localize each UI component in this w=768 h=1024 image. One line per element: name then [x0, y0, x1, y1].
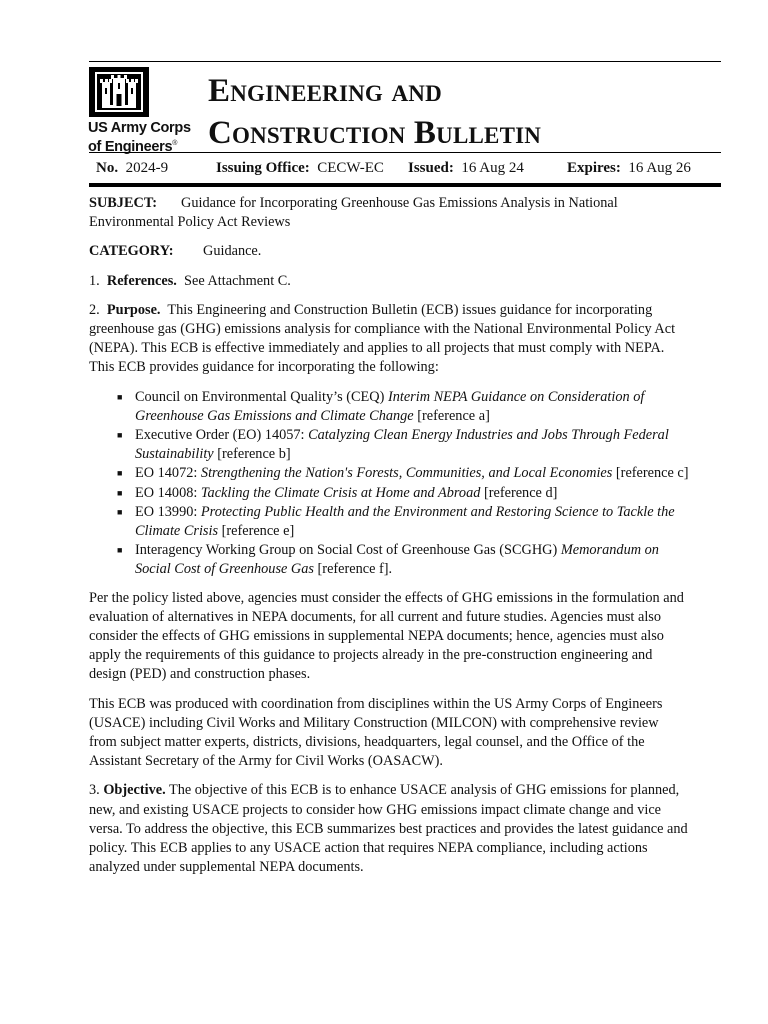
objective-paragraph: [89, 781, 689, 877]
bulletin-title: [208, 70, 541, 154]
issuing-office: [216, 158, 384, 178]
square-bullet-icon: ■: [117, 545, 123, 556]
header-thick-rule: [89, 183, 721, 187]
category-text: Guidance.: [203, 243, 262, 260]
category-label: CATEGORY:: [89, 243, 174, 260]
bulletin-meta-row: [96, 158, 716, 180]
purpose-text: This Engineering and Construction Bulletin (ECB) issues guidance for incorporating greenhouse gas (GHG) emissions analysis for compliance with the National Environmental Policy Act (NEPA). This ECB is effective immediately and applies to all projects that must comply with NEPA. This ECB provides guidance for incorporating the following:: [89, 301, 676, 376]
square-bullet-icon: ■: [117, 506, 123, 517]
issued-value: 16 Aug 24: [461, 160, 524, 176]
objective-label: Objective.: [103, 782, 166, 799]
list-item: ■ Council on Environmental Quality’s (CEQ) Interim NEPA Guidance on Consideration of Greenhouse Gas Emissions and Climate Change [reference a]: [117, 388, 645, 424]
title-line-1: Engineering and: [208, 73, 442, 109]
purpose-label: Purpose.: [106, 301, 161, 318]
square-bullet-icon: ■: [117, 468, 123, 479]
list-item: ■ Interagency Working Group on Social Cost of Greenhouse Gas (SCGHG) Memorandum on Social Cost of Greenhouse Gas [reference f].: [117, 542, 659, 578]
purpose-number: 2.: [89, 301, 100, 318]
policy-paragraph: Per the policy listed above, agencies must consider the effects of GHG emissions in the formulation and evaluation of alternatives in NEPA documents, for all current and future studies. Agencies must also consider the effects of GHG emissions in supplemental NEPA documents; hence, agencies must also apply the requirements of this guidance to projects already in the pre-construction engineering and design (PED) and construction phases.: [89, 589, 684, 683]
objective-text: The objective of this ECB is to enhance USACE analysis of GHG emissions for planned, new, and existing USACE projects to consider how GHG emissions impact climate change and vice versa. To address the objective, this ECB summarizes best practices and provides the latest guidance and policy. This ECB applies to any USACE action that requires NEPA compliance, including actions analyzed under supplemental NEPA documents.: [89, 782, 688, 876]
list-item: ■ EO 13990: Protecting Public Health and the Environment and Restoring Science to Tackle the Climate Crisis [reference e]: [117, 503, 675, 540]
office-value: CECW-EC: [317, 160, 384, 176]
subject-paragraph: [89, 194, 689, 232]
purpose-paragraph: [89, 301, 689, 378]
office-label: Issuing Office:: [216, 160, 310, 176]
logo-line-1: US Army Corps: [88, 120, 191, 136]
castle-logo-icon: [89, 67, 149, 117]
number-value: 2024-9: [125, 160, 169, 176]
number-label: No.: [96, 160, 119, 176]
list-item: ■ EO 14072: Strengthening the Nation's Forests, Communities, and Local Economies [reference c]: [135, 464, 689, 483]
expires-date: [567, 158, 691, 178]
subject-text: Guidance for Incorporating Greenhouse Gas Emissions Analysis in National Environmental Policy Act Reviews: [89, 195, 618, 231]
square-bullet-icon: ■: [117, 391, 123, 402]
logo-line-2: of Engineers: [88, 138, 173, 155]
issued-date: [408, 158, 524, 178]
usace-wordmark: [88, 121, 191, 155]
references-paragraph: [89, 272, 689, 291]
references-text: See Attachment C.: [184, 272, 291, 289]
references-label: References.: [106, 272, 177, 289]
meta-rule: [89, 152, 721, 153]
top-rule: [89, 61, 721, 62]
coordination-paragraph: This ECB was produced with coordination from disciplines within the US Army Corps of Engineers (USACE) including Civil Works and Military Construction (MILCON) with comprehensive review from subject matter experts, districts, divisions, headquarters, legal counsel, and the Office of the Assistant Secretary of the Army for Civil Works (OASACW).: [89, 695, 663, 770]
registered-mark: ®: [172, 140, 178, 147]
references-number: 1.: [89, 272, 100, 289]
reference-bullet-list: [89, 388, 689, 580]
subject-label: SUBJECT:: [89, 195, 158, 211]
bulletin-number: [96, 158, 168, 178]
square-bullet-icon: ■: [117, 487, 123, 498]
objective-number: 3.: [89, 782, 100, 799]
category-paragraph: [89, 242, 689, 261]
title-line-2: Construction Bulletin: [208, 115, 542, 151]
expires-value: 16 Aug 26: [628, 160, 691, 176]
list-item: ■ EO 14008: Tackling the Climate Crisis at Home and Abroad [reference d]: [135, 484, 689, 503]
expires-label: Expires:: [567, 160, 621, 176]
list-item: ■ Executive Order (EO) 14057: Catalyzing Clean Energy Industries and Jobs Through Federal Sustainability [reference b]: [117, 427, 669, 463]
square-bullet-icon: ■: [117, 430, 123, 441]
bulletin-body: [89, 194, 689, 888]
issued-label: Issued:: [408, 160, 454, 176]
